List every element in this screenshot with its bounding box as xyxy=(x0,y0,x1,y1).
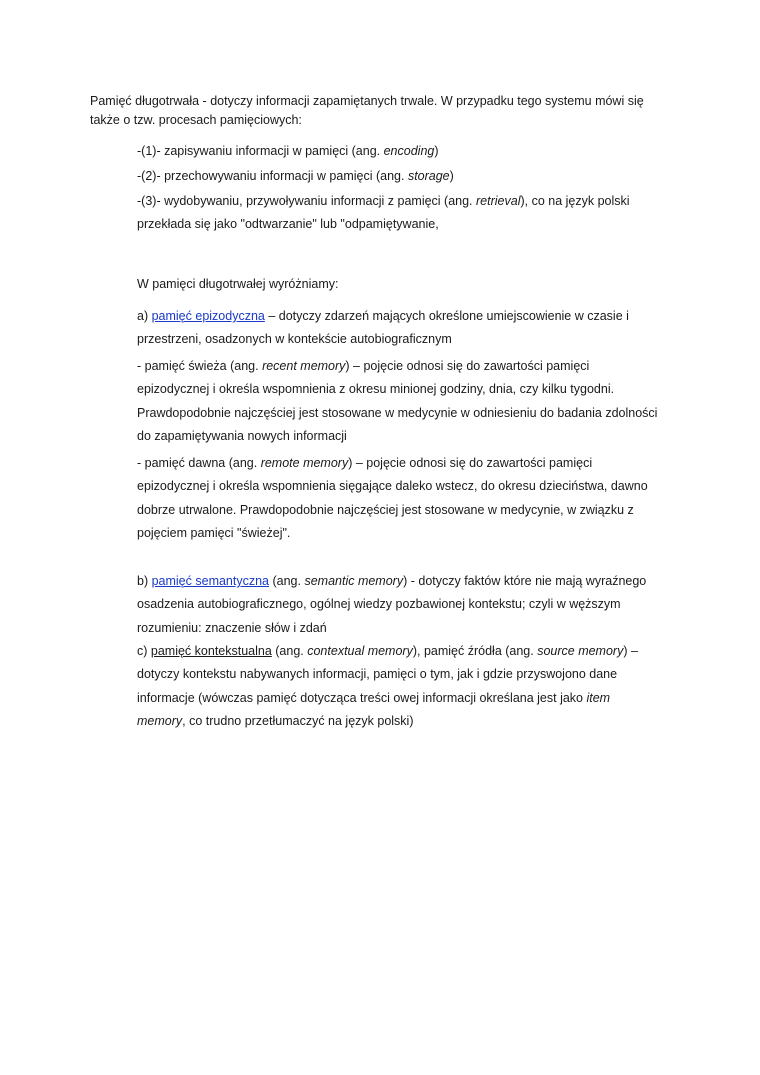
semantic-line-1 xyxy=(137,570,682,593)
contextual-line-4 xyxy=(137,710,682,733)
process-3-close: ), co na język polski xyxy=(520,194,630,208)
episodic-line-2: przestrzeni, osadzonych w kontekście autobiograficznym xyxy=(137,332,452,347)
process-3-term: retrieval xyxy=(476,194,521,208)
remote-definition: ) – pojęcie odnosi się do zawartości pamięci xyxy=(348,456,593,470)
recent-line-1 xyxy=(137,355,682,378)
contextual-ang: (ang. xyxy=(271,644,308,658)
episodic-section xyxy=(137,305,682,352)
semantic-line-2: osadzenia autobiograficznego, ogólnej wiedzy pozbawionej kontekstu; czyli w węższym xyxy=(137,597,621,612)
recent-definition: ) – pojęcie odnosi się do zawartości pamięci xyxy=(345,359,590,373)
contextual-line-3 xyxy=(137,687,682,710)
contextual-term-en: contextual memory xyxy=(307,644,413,658)
process-list xyxy=(137,140,682,237)
intro-paragraph xyxy=(90,92,680,130)
contextual-line-3-text: informacje (wówczas pamięć dotycząca treści owej informacji określana jest jako xyxy=(137,690,587,705)
recent-line-2: epizodycznej i określa wspomnienia z okresu minionej godziny, dnia, czy kilku tygodni. xyxy=(137,382,615,397)
intro-line-1: Pamięć długotrwała - dotyczy informacji zapamiętanych trwale. W przypadku tego systemu mówi się xyxy=(90,94,644,108)
process-item-3 xyxy=(137,190,682,213)
process-1-close: ) xyxy=(434,144,439,158)
contextual-line-4-text: , co trudno przetłumaczyć na język polski) xyxy=(182,713,414,728)
semantic-line-3: rozumieniu: znaczenie słów i zdań xyxy=(137,620,327,635)
remote-line-1 xyxy=(137,452,682,475)
process-2-term: storage xyxy=(407,169,450,183)
remote-line-2: epizodycznej i określa wspomnienia sięgające daleko wstecz, do okresu dzieciństwa, dawno xyxy=(137,479,648,494)
intro-line-2: także o tzw. procesach pamięciowych: xyxy=(90,113,302,127)
recent-text: - pamięć świeża (ang. xyxy=(137,359,263,373)
source-memory-term-en: source memory xyxy=(537,644,624,658)
contextual-memory-term: pamięć kontekstualna xyxy=(150,644,272,658)
types-heading: W pamięci długotrwałej wyróżniamy: xyxy=(137,277,339,291)
recent-line-3: Prawdopodobnie najczęściej jest stosowane w medycynie w odniesieniu do badania zdolności xyxy=(137,405,658,420)
item-term: item xyxy=(586,690,611,705)
recent-term: recent memory xyxy=(262,359,346,373)
contextual-dash: ) – xyxy=(623,644,638,658)
process-item-1 xyxy=(137,140,682,165)
contextual-line-2: dotyczy kontekstu nabywanych informacji, pamięci o tym, jak i gdzie przyswojono dane xyxy=(137,667,618,682)
contextual-prefix: c) xyxy=(137,644,151,658)
process-item-2 xyxy=(137,165,682,190)
semantic-prefix: b) xyxy=(137,574,152,588)
contextual-line-1 xyxy=(137,640,682,663)
remote-text: - pamięć dawna (ang. xyxy=(137,456,261,470)
semantic-definition: ) - dotyczy faktów które nie mają wyraźnego xyxy=(403,574,647,588)
remote-line-4: pojęciem pamięci "świeżej". xyxy=(137,525,291,540)
process-item-3-line-2: przekłada się jako "odtwarzanie" lub "odpamiętywanie, xyxy=(137,217,439,232)
recent-line-4: do zapamiętywania nowych informacji xyxy=(137,428,347,443)
memory-term: memory xyxy=(137,713,183,728)
process-1-term: encoding xyxy=(383,144,435,158)
process-2-close: ) xyxy=(449,169,454,183)
recent-memory-section xyxy=(137,355,682,448)
semantic-ang: (ang. xyxy=(269,574,305,588)
remote-line-3: dobrze utrwalone. Prawdopodobnie najczęściej jest stosowane w medycynie, w związku z xyxy=(137,502,634,517)
episodic-memory-link[interactable]: pamięć epizodyczna xyxy=(151,309,265,323)
semantic-term: semantic memory xyxy=(304,574,404,588)
process-1-text: -(1)- zapisywaniu informacji w pamięci (ang. xyxy=(137,144,384,158)
semantic-section xyxy=(137,570,682,640)
contextual-section xyxy=(137,640,682,733)
process-3-text: -(3)- wydobywaniu, przywoływaniu informacji z pamięci (ang. xyxy=(137,194,477,208)
episodic-prefix: a) xyxy=(137,309,152,323)
source-memory-text: ), pamięć źródła (ang. xyxy=(412,644,538,658)
semantic-memory-link[interactable]: pamięć semantyczna xyxy=(151,574,270,588)
episodic-line-1 xyxy=(137,305,682,328)
remote-memory-section xyxy=(137,452,682,545)
process-2-text: -(2)- przechowywaniu informacji w pamięci (ang. xyxy=(137,169,408,183)
remote-term: remote memory xyxy=(260,456,349,470)
episodic-definition: – dotyczy zdarzeń mających określone umiejscowienie w czasie i xyxy=(264,309,629,323)
